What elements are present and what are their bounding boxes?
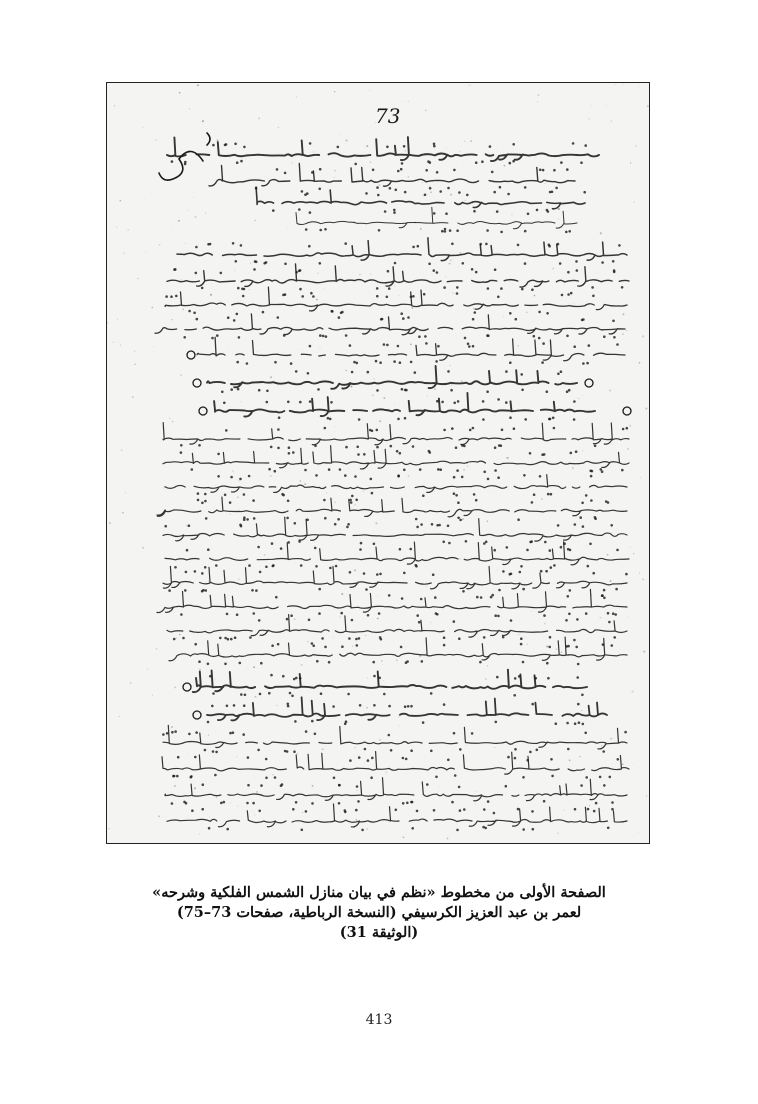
caption-line-title: الصفحة الأولى من مخطوط «نظم في بيان منازل الشمس الفلكية وشرحه» <box>152 884 606 901</box>
folio-number: 73 <box>375 104 401 128</box>
manuscript-handwriting <box>107 83 650 844</box>
caption-line-document: (الوثيقة 31) <box>339 924 419 941</box>
page-number: 413 <box>365 1012 393 1028</box>
manuscript-image <box>106 82 650 844</box>
caption-line-author: لعمر بن عبد العزيز الكرسيفي (النسخة الرباطية، صفحات 73–75) <box>176 904 582 921</box>
figure-caption <box>150 883 608 943</box>
